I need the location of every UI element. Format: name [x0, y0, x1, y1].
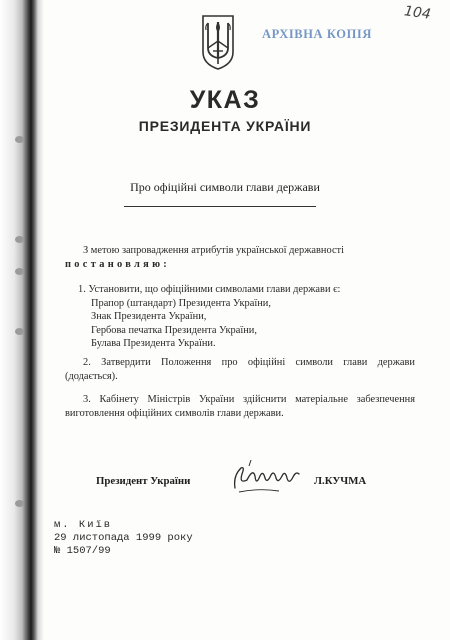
signer-name: Л.КУЧМА — [314, 475, 367, 487]
trident-emblem-icon — [201, 14, 235, 70]
handwritten-signature — [229, 458, 309, 498]
symbol-list-item: Знак Президента України, — [91, 311, 207, 322]
signer-title: Президент України — [96, 475, 191, 487]
decree-item-2: 2. Затвердити Положення про офіційні символи глави держави (додається). — [65, 357, 415, 382]
decree-item-3: 3. Кабінету Міністрів України здійснити матеріальне забезпечення виготовлення офіційних символів глави держави. — [65, 394, 415, 419]
issuer-title: ПРЕЗИДЕНТА УКРАЇНИ — [138, 118, 312, 134]
punch-hole — [15, 236, 24, 243]
issue-place: м. Київ — [54, 519, 113, 531]
decree-subject: Про офіційні символи глави держави — [130, 180, 320, 194]
decree-item-1 — [65, 283, 428, 351]
symbol-list-item: Булава Президента України. — [91, 338, 216, 349]
symbol-list-item: Прапор (штандарт) Президента України, — [91, 297, 271, 309]
item-1-intro: 1. Установити, що офіційними символами глави держави є: — [78, 284, 341, 295]
punch-hole — [15, 500, 24, 507]
preamble-text: З метою запровадження атрибутів української державності — [83, 245, 344, 256]
archive-copy-stamp: АРХІВНА КОПІЯ — [262, 27, 372, 41]
issue-date: 29 листопада 1999 року — [54, 532, 193, 544]
handwritten-page-number: 104 — [403, 3, 432, 23]
punch-hole — [15, 328, 24, 335]
symbol-list-item: Гербова печатка Президента України, — [91, 324, 257, 336]
subject-underline — [124, 206, 316, 207]
punch-hole — [15, 136, 24, 143]
decree-number: № 1507/99 — [54, 545, 111, 557]
document-type-title: УКАЗ — [189, 86, 261, 114]
punch-hole — [15, 268, 24, 275]
decree-word: постановляю: — [65, 259, 171, 270]
issue-details — [54, 519, 193, 558]
